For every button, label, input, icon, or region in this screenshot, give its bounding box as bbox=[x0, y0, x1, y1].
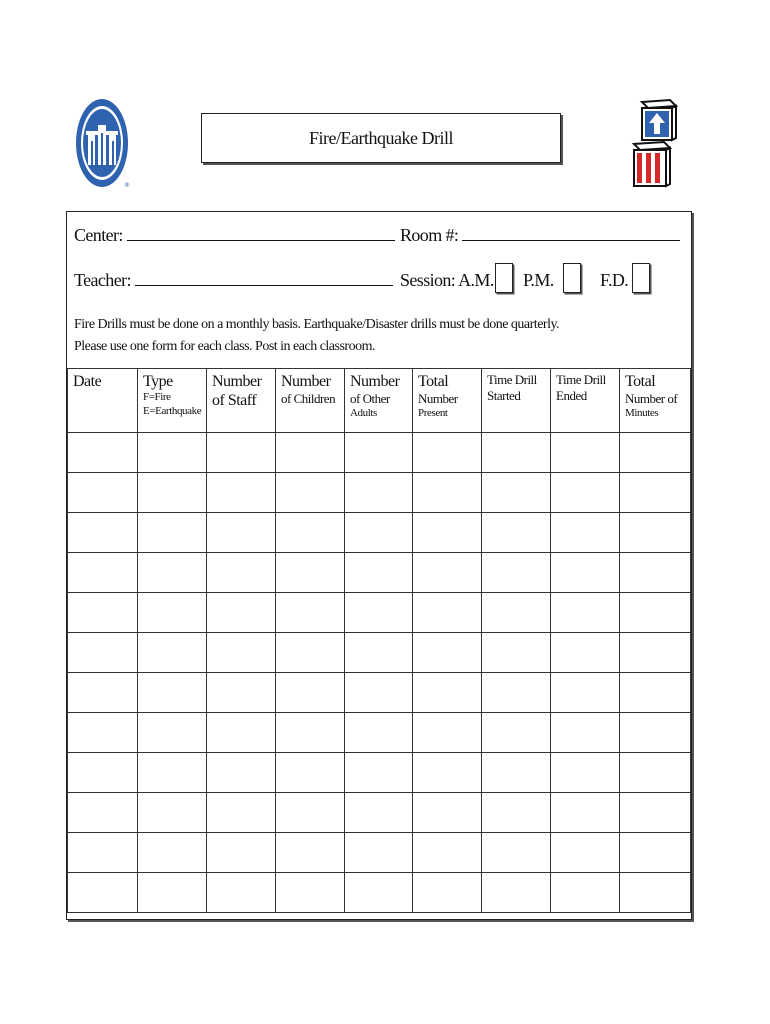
table-cell[interactable] bbox=[138, 753, 207, 793]
seal-icon bbox=[74, 97, 130, 193]
table-cell[interactable] bbox=[276, 753, 345, 793]
table-cell[interactable] bbox=[138, 673, 207, 713]
table-cell[interactable] bbox=[413, 833, 482, 873]
table-cell[interactable] bbox=[482, 673, 551, 713]
table-cell[interactable] bbox=[482, 593, 551, 633]
table-cell[interactable] bbox=[276, 833, 345, 873]
table-cell[interactable] bbox=[138, 793, 207, 833]
table-cell[interactable] bbox=[482, 713, 551, 753]
table-cell[interactable] bbox=[68, 753, 138, 793]
teacher-label: Teacher: bbox=[74, 270, 131, 290]
table-row bbox=[68, 513, 691, 553]
table-row bbox=[68, 633, 691, 673]
table-cell[interactable] bbox=[551, 633, 620, 673]
table-cell[interactable] bbox=[482, 553, 551, 593]
table-cell[interactable] bbox=[276, 873, 345, 913]
table-row bbox=[68, 713, 691, 753]
center-field bbox=[74, 225, 395, 246]
table-cell[interactable] bbox=[276, 793, 345, 833]
fd-label: F.D. bbox=[600, 270, 629, 290]
table-cell[interactable] bbox=[138, 433, 207, 473]
table-cell[interactable] bbox=[345, 753, 413, 793]
table-cell[interactable] bbox=[413, 673, 482, 713]
table-cell[interactable] bbox=[138, 553, 207, 593]
column-header-staff: Number of Staff bbox=[207, 369, 276, 433]
table-cell[interactable] bbox=[345, 713, 413, 753]
table-cell[interactable] bbox=[620, 833, 691, 873]
table-cell[interactable] bbox=[482, 433, 551, 473]
table-cell[interactable] bbox=[551, 513, 620, 553]
fd-checkbox[interactable] bbox=[632, 263, 650, 293]
table-cell[interactable] bbox=[68, 833, 138, 873]
table-row bbox=[68, 673, 691, 713]
column-header-children: Number of Children bbox=[276, 369, 345, 433]
table-cell[interactable] bbox=[345, 793, 413, 833]
table-body bbox=[68, 433, 691, 913]
table-cell[interactable] bbox=[276, 473, 345, 513]
table-cell[interactable] bbox=[413, 793, 482, 833]
table-cell[interactable] bbox=[68, 873, 138, 913]
table-cell[interactable] bbox=[207, 433, 276, 473]
table-cell[interactable] bbox=[138, 593, 207, 633]
table-cell[interactable] bbox=[551, 673, 620, 713]
table-row bbox=[68, 433, 691, 473]
blocks-logo bbox=[630, 98, 678, 190]
table-cell[interactable] bbox=[68, 433, 138, 473]
table-cell[interactable] bbox=[207, 713, 276, 753]
table-cell[interactable] bbox=[413, 753, 482, 793]
column-header-other-adults: Number of Other Adults bbox=[345, 369, 413, 433]
table-cell[interactable] bbox=[620, 433, 691, 473]
table-cell[interactable] bbox=[413, 713, 482, 753]
table-cell[interactable] bbox=[207, 593, 276, 633]
table-cell[interactable] bbox=[551, 433, 620, 473]
table-cell[interactable] bbox=[345, 513, 413, 553]
table-cell[interactable] bbox=[551, 713, 620, 753]
room-input-line[interactable] bbox=[462, 226, 680, 241]
table-cell[interactable] bbox=[68, 673, 138, 713]
stacked-blocks-icon bbox=[630, 98, 678, 190]
table-cell[interactable] bbox=[345, 473, 413, 513]
table-cell[interactable] bbox=[138, 473, 207, 513]
table-row bbox=[68, 593, 691, 633]
table-cell[interactable] bbox=[551, 593, 620, 633]
table-cell[interactable] bbox=[620, 593, 691, 633]
center-input-line[interactable] bbox=[127, 226, 395, 241]
table-cell[interactable] bbox=[276, 553, 345, 593]
table-cell[interactable] bbox=[551, 473, 620, 513]
table-cell[interactable] bbox=[207, 633, 276, 673]
table-cell[interactable] bbox=[413, 553, 482, 593]
column-header-total-present: Total Number Present bbox=[413, 369, 482, 433]
teacher-field bbox=[74, 270, 393, 291]
pm-label: P.M. bbox=[523, 270, 554, 290]
table-cell[interactable] bbox=[276, 513, 345, 553]
table-cell[interactable] bbox=[620, 713, 691, 753]
table-cell[interactable] bbox=[138, 833, 207, 873]
table-cell[interactable] bbox=[345, 553, 413, 593]
table-cell[interactable] bbox=[551, 753, 620, 793]
room-label: Room #: bbox=[400, 225, 459, 245]
table-cell[interactable] bbox=[482, 513, 551, 553]
organization-logo bbox=[74, 97, 130, 193]
table-row bbox=[68, 833, 691, 873]
table-cell[interactable] bbox=[345, 433, 413, 473]
title-text: Fire/Earthquake Drill bbox=[309, 127, 453, 148]
table-cell[interactable] bbox=[413, 633, 482, 673]
table-cell[interactable] bbox=[551, 553, 620, 593]
table-cell[interactable] bbox=[620, 753, 691, 793]
table-cell[interactable] bbox=[68, 513, 138, 553]
table-cell[interactable] bbox=[68, 473, 138, 513]
teacher-input-line[interactable] bbox=[135, 271, 393, 286]
table-cell[interactable] bbox=[345, 833, 413, 873]
column-header-total-minutes: Total Number of Minutes bbox=[620, 369, 691, 433]
table-cell[interactable] bbox=[207, 873, 276, 913]
table-cell[interactable] bbox=[276, 633, 345, 673]
am-checkbox[interactable] bbox=[495, 263, 513, 293]
table-cell[interactable] bbox=[482, 833, 551, 873]
table-cell[interactable] bbox=[207, 833, 276, 873]
column-header-date: Date bbox=[68, 369, 138, 433]
table-cell[interactable] bbox=[138, 513, 207, 553]
table-cell[interactable] bbox=[207, 513, 276, 553]
table-header-row bbox=[68, 369, 691, 433]
center-label: Center: bbox=[74, 225, 123, 245]
table-cell[interactable] bbox=[68, 633, 138, 673]
table-row bbox=[68, 753, 691, 793]
drill-log-table bbox=[67, 368, 691, 913]
table-row bbox=[68, 873, 691, 913]
table-cell[interactable] bbox=[345, 673, 413, 713]
form-title bbox=[201, 113, 561, 163]
table-cell[interactable] bbox=[68, 553, 138, 593]
column-header-time-ended: Time Drill Ended bbox=[551, 369, 620, 433]
table-cell[interactable] bbox=[551, 793, 620, 833]
table-cell[interactable] bbox=[207, 753, 276, 793]
table-cell[interactable] bbox=[68, 793, 138, 833]
table-row bbox=[68, 473, 691, 513]
column-header-time-started: Time Drill Started bbox=[482, 369, 551, 433]
table-cell[interactable] bbox=[413, 513, 482, 553]
pm-checkbox[interactable] bbox=[563, 263, 581, 293]
table-cell[interactable] bbox=[413, 473, 482, 513]
table-cell[interactable] bbox=[413, 593, 482, 633]
table-cell[interactable] bbox=[620, 673, 691, 713]
table-cell[interactable] bbox=[620, 873, 691, 913]
table-cell[interactable] bbox=[482, 793, 551, 833]
table-cell[interactable] bbox=[482, 873, 551, 913]
table-cell[interactable] bbox=[138, 633, 207, 673]
table-cell[interactable] bbox=[482, 753, 551, 793]
table-cell[interactable] bbox=[138, 873, 207, 913]
table-cell[interactable] bbox=[482, 473, 551, 513]
room-field bbox=[400, 225, 680, 246]
table-cell[interactable] bbox=[276, 593, 345, 633]
instruction-line-1: Fire Drills must be done on a monthly basis. Earthquake/Disaster drills must be done quarterly. bbox=[74, 317, 560, 332]
table-cell[interactable] bbox=[276, 713, 345, 753]
table-cell[interactable] bbox=[551, 873, 620, 913]
table-cell[interactable] bbox=[207, 553, 276, 593]
table-cell[interactable] bbox=[345, 873, 413, 913]
table-cell[interactable] bbox=[207, 673, 276, 713]
table-cell[interactable] bbox=[345, 633, 413, 673]
table-cell[interactable] bbox=[620, 793, 691, 833]
table-cell[interactable] bbox=[68, 593, 138, 633]
column-header-type: Type F=Fire E=Earthquake bbox=[138, 369, 207, 433]
table-cell[interactable] bbox=[207, 473, 276, 513]
instruction-line-2: Please use one form for each class. Post in each classroom. bbox=[74, 339, 375, 354]
session-label: Session: A.M. bbox=[400, 270, 494, 290]
instructions bbox=[74, 314, 674, 358]
table-cell[interactable] bbox=[482, 633, 551, 673]
svg-text:®: ® bbox=[124, 182, 130, 189]
table-cell[interactable] bbox=[551, 833, 620, 873]
table-cell[interactable] bbox=[620, 553, 691, 593]
table-cell[interactable] bbox=[413, 433, 482, 473]
table-cell[interactable] bbox=[345, 593, 413, 633]
table-cell[interactable] bbox=[68, 713, 138, 753]
table-row bbox=[68, 553, 691, 593]
table-cell[interactable] bbox=[413, 873, 482, 913]
table-cell[interactable] bbox=[620, 513, 691, 553]
table-cell[interactable] bbox=[138, 713, 207, 753]
table-cell[interactable] bbox=[207, 793, 276, 833]
table-row bbox=[68, 793, 691, 833]
table-cell[interactable] bbox=[620, 633, 691, 673]
table-cell[interactable] bbox=[276, 673, 345, 713]
table-cell[interactable] bbox=[276, 433, 345, 473]
table-cell[interactable] bbox=[620, 473, 691, 513]
